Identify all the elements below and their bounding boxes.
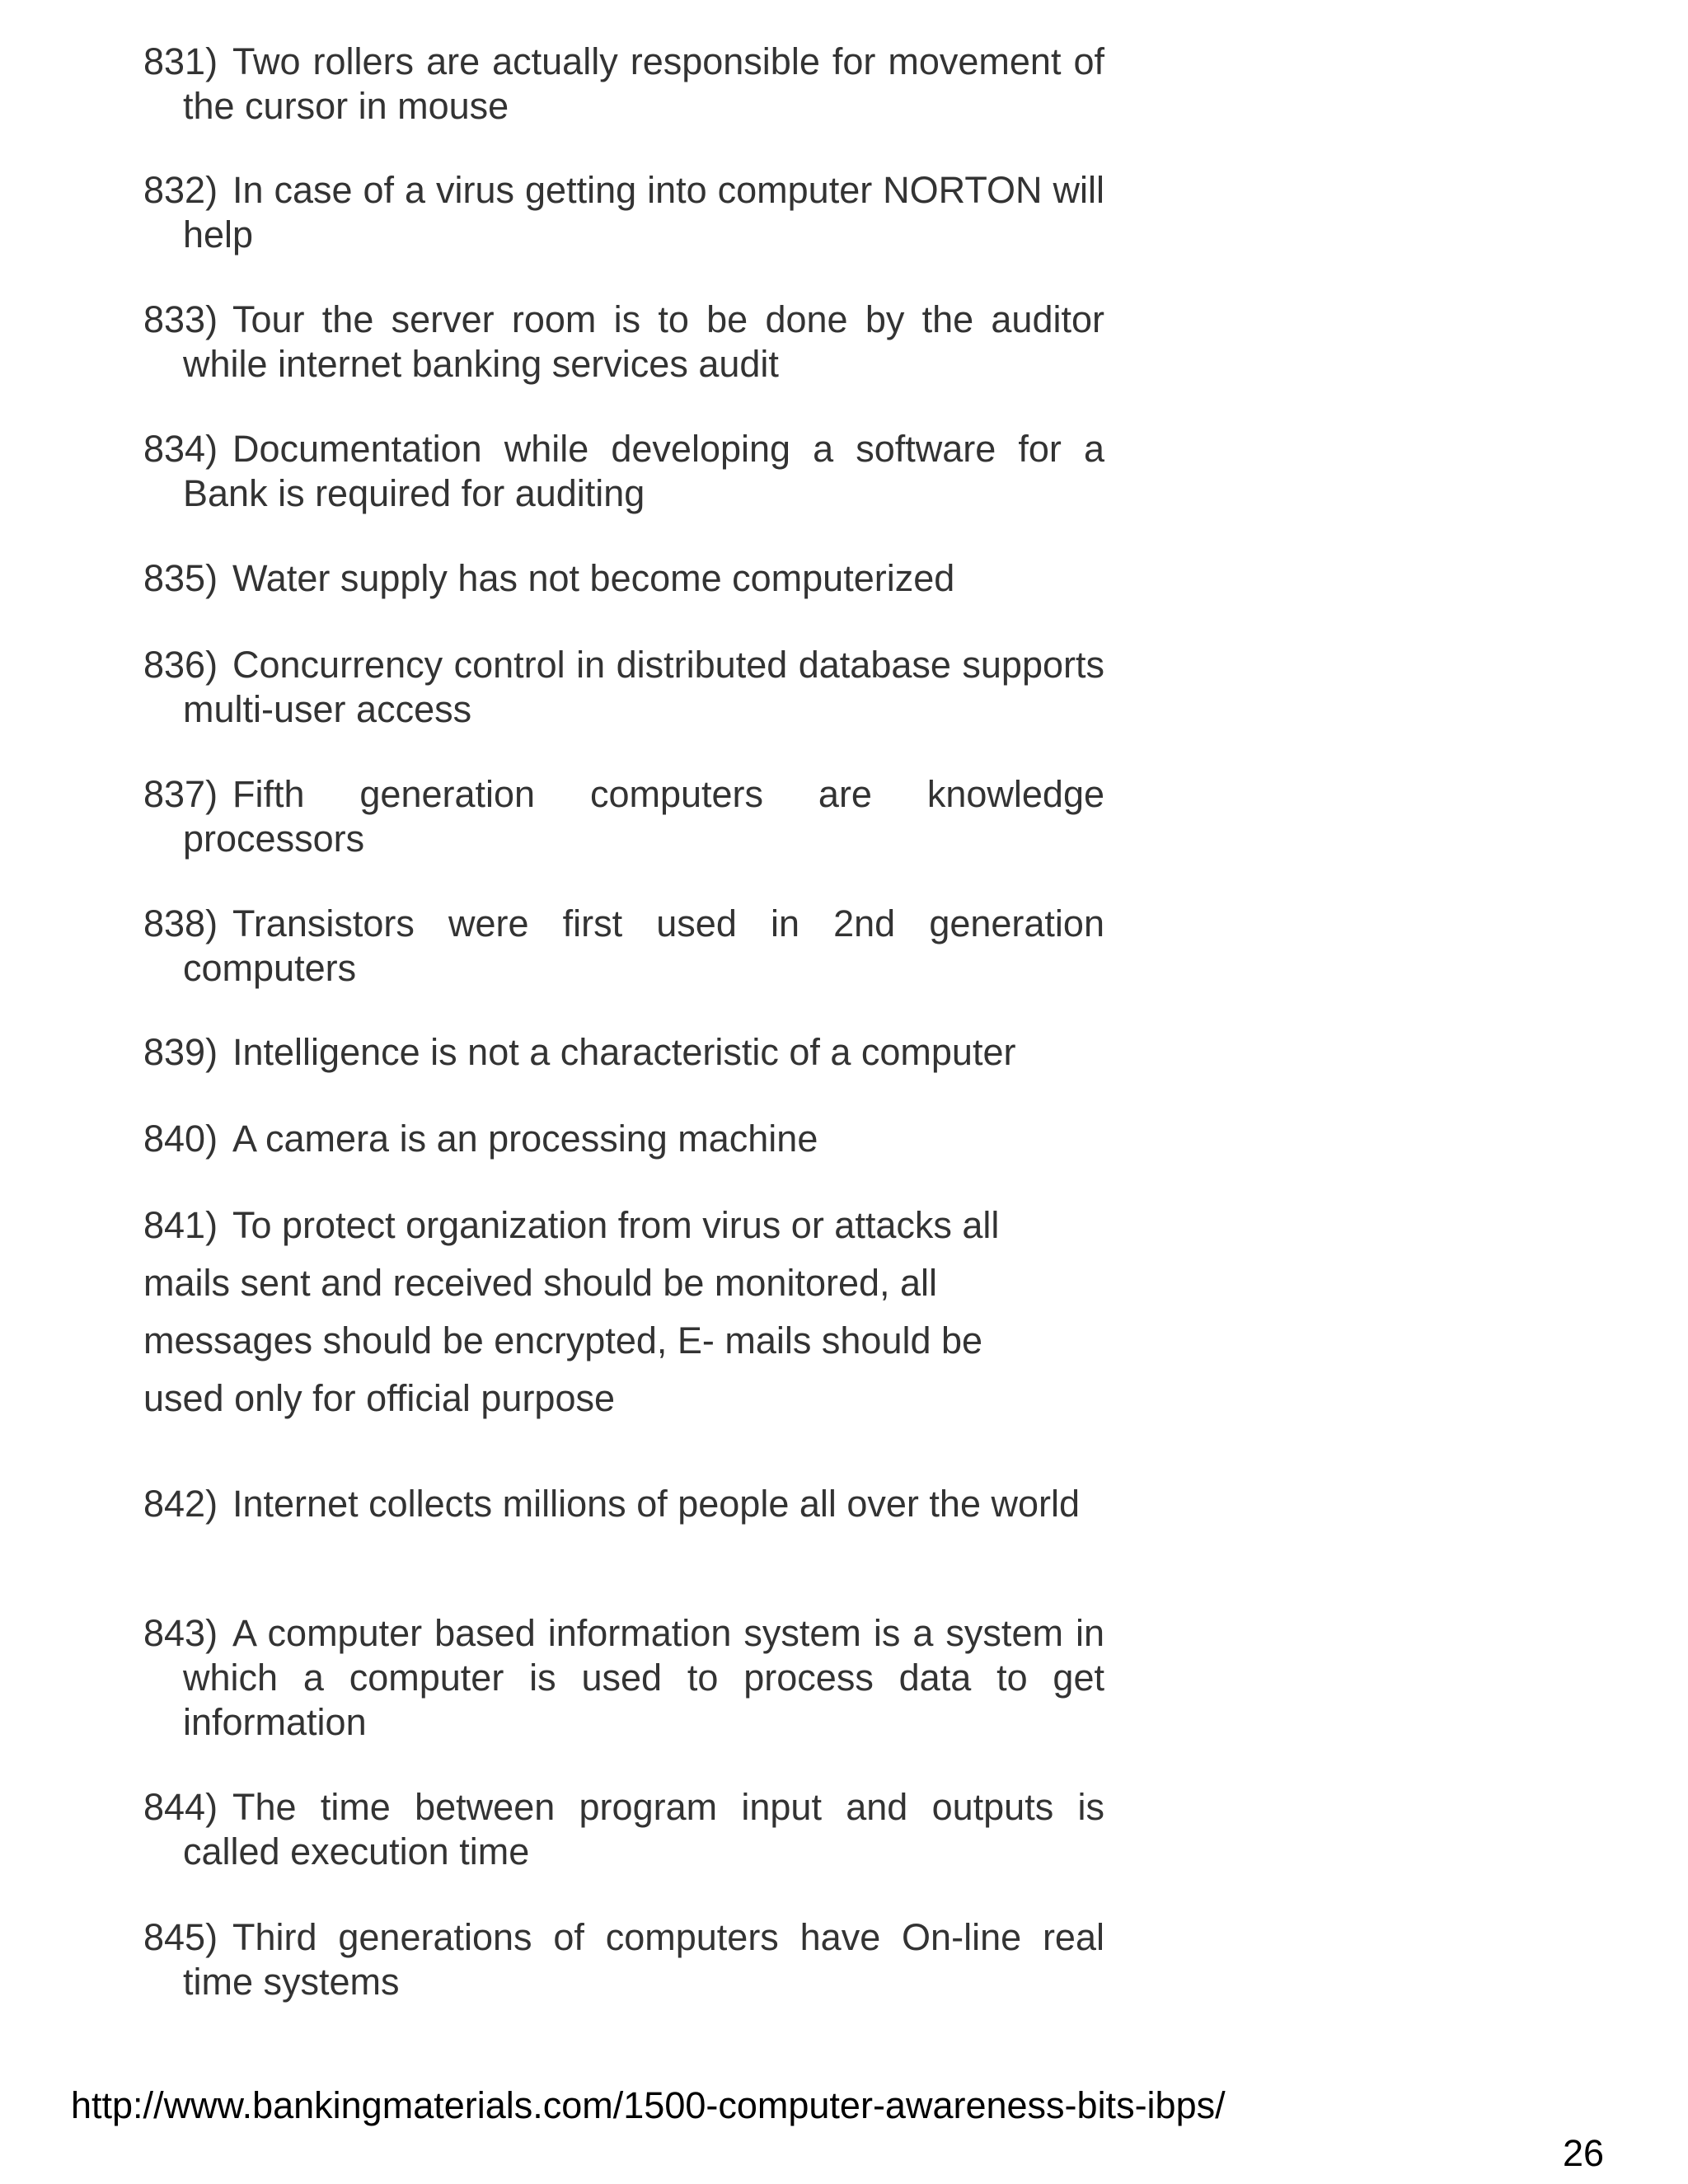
item-number: 836) [143, 644, 218, 686]
item-number: 834) [143, 428, 218, 470]
item-number: 835) [143, 557, 218, 599]
item-text: A computer based information system is a system in which a computer is used to process data to get information [183, 1612, 1104, 1743]
item-text: A camera is an processing machine [232, 1118, 818, 1160]
item-number: 833) [143, 298, 218, 340]
item-text: Concurrency control in distributed database supports multi-user access [183, 644, 1104, 730]
list-item [143, 40, 1104, 129]
item-text: Transistors were first used in 2nd generation computers [183, 902, 1104, 989]
item-text: In case of a virus getting into computer NORTON will help [183, 169, 1104, 255]
list-item [143, 1915, 1104, 2004]
list-item [143, 1482, 1104, 1526]
list-item [143, 168, 1104, 257]
item-number: 837) [143, 773, 218, 815]
item-number: 843) [143, 1612, 218, 1654]
item-text: Tour the server room is to be done by the auditor while internet banking services audit [183, 298, 1104, 385]
item-number: 840) [143, 1118, 218, 1160]
item-number: 844) [143, 1786, 218, 1828]
item-number: 832) [143, 169, 218, 211]
list-item [143, 1197, 1050, 1427]
list-item [143, 1611, 1104, 1745]
list-item [143, 643, 1104, 732]
list-item [143, 556, 1104, 601]
item-text: Two rollers are actually responsible for movement of the cursor in mouse [183, 40, 1104, 127]
item-number: 842) [143, 1483, 218, 1525]
list-item [143, 1030, 1104, 1075]
item-text: Water supply has not become computerized [232, 557, 955, 599]
item-number: 838) [143, 902, 218, 944]
list-item [143, 772, 1104, 861]
list-item [143, 427, 1104, 516]
page-number: 26 [1563, 2132, 1605, 2174]
item-text: To protect organization from virus or attacks all mails sent and received should be monitored, all messages should be encrypted, E- mails should be used only for official purpose [143, 1204, 1000, 1419]
item-number: 839) [143, 1031, 218, 1073]
footer-url: http://www.bankingmaterials.com/1500-computer-awareness-bits-ibps/ [71, 2084, 1226, 2126]
item-text: Documentation while developing a software for a Bank is required for auditing [183, 428, 1104, 514]
item-text: Fifth generation computers are knowledge processors [183, 773, 1104, 860]
item-text: Internet collects millions of people all over the world [232, 1483, 1081, 1525]
list-item [143, 1117, 1104, 1161]
item-number: 831) [143, 40, 218, 82]
item-number: 845) [143, 1916, 218, 1958]
item-text: Intelligence is not a characteristic of a computer [232, 1031, 1016, 1073]
list-item [143, 1785, 1104, 1874]
list-item [143, 298, 1104, 387]
item-text: The time between program input and outputs is called execution time [183, 1786, 1104, 1872]
list-item [143, 902, 1104, 991]
item-number: 841) [143, 1204, 218, 1246]
item-text: Third generations of computers have On-line real time systems [183, 1916, 1104, 2003]
